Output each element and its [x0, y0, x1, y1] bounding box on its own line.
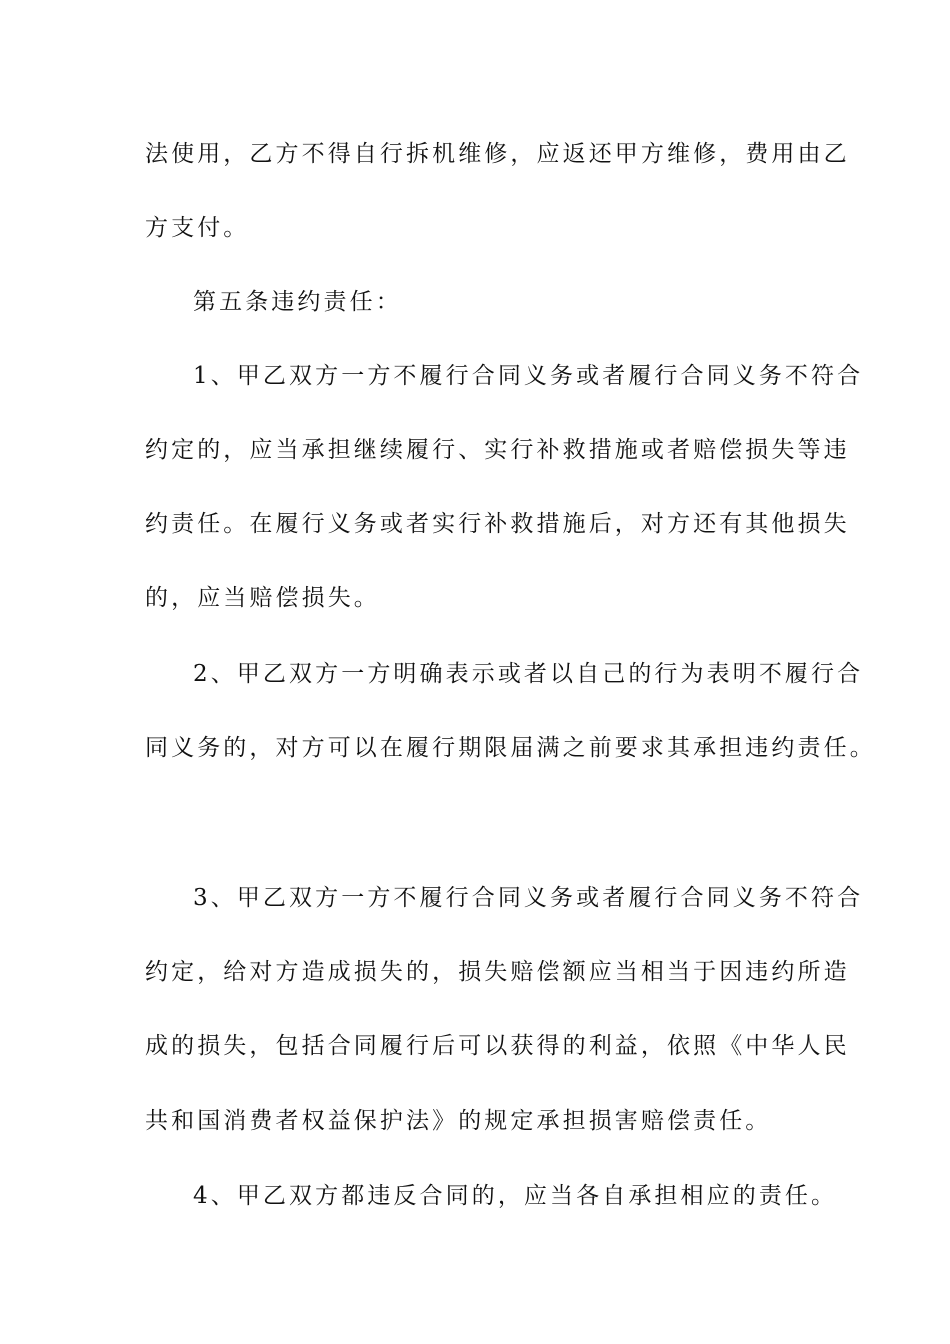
clause-3-line: 约定，给对方造成损失的，损失赔偿额应当相当于因违约所造 — [145, 959, 850, 985]
paragraph-line: 方支付。 — [145, 215, 250, 241]
clause-1-line: 约定的，应当承担继续履行、实行补救措施或者赔偿损失等违 — [145, 437, 850, 463]
section-heading: 第五条违约责任： — [193, 289, 402, 315]
clause-1-line: 的，应当赔偿损失。 — [145, 585, 380, 611]
clause-3-line: 3、甲乙双方一方不履行合同义务或者履行合同义务不符合 — [193, 885, 864, 911]
clause-4-line: 4、甲乙双方都违反合同的，应当各自承担相应的责任。 — [193, 1183, 838, 1209]
clause-3-line: 成的损失，包括合同履行后可以获得的利益，依照《中华人民 — [145, 1033, 850, 1059]
clause-1-line: 约责任。在履行义务或者实行补救措施后，对方还有其他损失 — [145, 511, 850, 537]
clause-2-line: 同义务的，对方可以在履行期限届满之前要求其承担违约责任。 — [145, 735, 876, 761]
clause-2-line: 2、甲乙双方一方明确表示或者以自己的行为表明不履行合 — [193, 661, 864, 687]
paragraph-line: 法使用，乙方不得自行拆机维修，应返还甲方维修，费用由乙 — [145, 141, 850, 167]
clause-3-line: 共和国消费者权益保护法》的规定承担损害赔偿责任。 — [145, 1108, 772, 1134]
clause-1-line: 1、甲乙双方一方不履行合同义务或者履行合同义务不符合 — [193, 363, 864, 389]
